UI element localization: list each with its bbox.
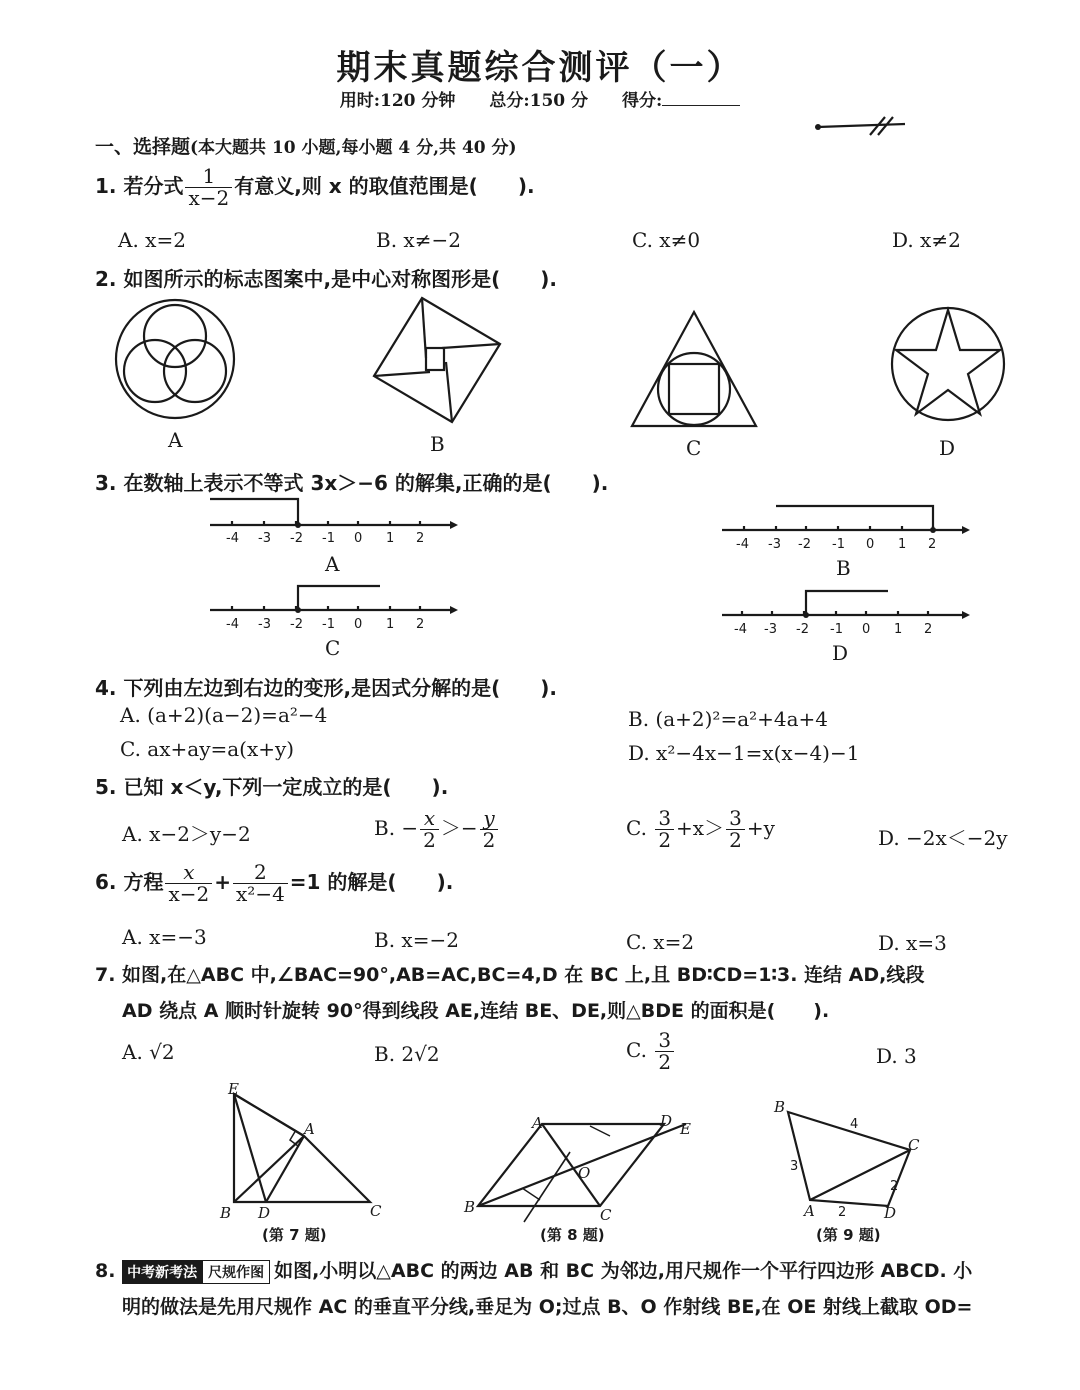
figure-7-caption: (第 7 题): [262, 1226, 327, 1244]
q4-option-a[interactable]: A. (a+2)(a−2)=a²−4: [120, 703, 328, 727]
svg-text:-4: -4: [736, 537, 749, 552]
corner-mark: [810, 115, 920, 140]
q2-label-c: C: [686, 436, 702, 460]
fig9-label-b: B: [774, 1098, 786, 1116]
question-1: 1. 若分式 $\frac{1}{x-2}$ 有意义,则 x 的取值范围是( ).: [95, 164, 535, 210]
q3-label-a: A: [325, 552, 340, 576]
q4-option-b[interactable]: B. (a+2)²=a²+4a+4: [628, 707, 829, 731]
fig9-len-ab: 3: [790, 1159, 799, 1174]
q2-label-a: A: [168, 428, 183, 452]
q3-numberline-b[interactable]: [720, 500, 970, 552]
svg-text:-2: -2: [290, 617, 303, 632]
figure-q9: [770, 1098, 930, 1222]
svg-text:2: 2: [924, 622, 933, 637]
q2-figure-b[interactable]: [372, 296, 502, 426]
score-field: 得分:: [622, 91, 740, 111]
fig7-label-a: A: [304, 1120, 315, 1138]
fig8-label-c: C: [600, 1206, 612, 1224]
svg-text:-4: -4: [734, 622, 747, 637]
q6-option-a[interactable]: A. x=−3: [122, 925, 207, 949]
q1-fraction: $\frac{1}{x-2}$: [185, 166, 232, 209]
svg-text:-4: -4: [226, 531, 239, 546]
fig7-label-c: C: [370, 1202, 382, 1220]
q3-label-d: D: [832, 641, 849, 665]
fig7-label-b: B: [220, 1204, 232, 1222]
fig9-len-bc: 4: [850, 1117, 859, 1132]
q2-figure-a[interactable]: [112, 296, 238, 422]
fig7-label-d: D: [258, 1204, 271, 1222]
q1-option-d[interactable]: D. x≠2: [892, 228, 961, 252]
fig8-label-o: O: [578, 1164, 591, 1182]
q1-option-c[interactable]: C. x≠0: [632, 228, 701, 252]
figure-8-caption: (第 8 题): [540, 1226, 605, 1244]
q5-option-d[interactable]: D. −2x＜−2y: [878, 826, 1008, 850]
q3-label-c: C: [325, 636, 341, 660]
svg-text:1: 1: [894, 622, 903, 637]
svg-text:-2: -2: [798, 537, 811, 552]
fig8-label-b: B: [464, 1198, 476, 1216]
tag-new-method: 中考新考法: [122, 1260, 202, 1284]
svg-text:2: 2: [416, 531, 425, 546]
svg-text:-1: -1: [322, 617, 335, 632]
svg-text:1: 1: [386, 531, 395, 546]
fig9-len-ad: 2: [838, 1205, 847, 1220]
svg-text:0: 0: [862, 622, 871, 637]
figure-9-caption: (第 9 题): [816, 1226, 881, 1244]
q2-figure-c[interactable]: [630, 310, 758, 430]
q1-option-a[interactable]: A. x=2: [118, 228, 186, 252]
svg-text:-3: -3: [768, 537, 781, 552]
svg-text:2: 2: [928, 537, 937, 552]
question-3: 3. 在数轴上表示不等式 3x＞−6 的解集,正确的是( ).: [95, 471, 609, 495]
section-heading: 一、选择题(本大题共 10 小题,每小题 4 分,共 40 分): [95, 136, 517, 158]
fig9-len-cd: 2: [890, 1179, 899, 1194]
fig8-label-d: D: [660, 1112, 673, 1130]
fig9-label-c: C: [908, 1136, 920, 1154]
fig8-label-a: A: [532, 1114, 543, 1132]
q6-option-d[interactable]: D. x=3: [878, 931, 947, 955]
fig8-label-e: E: [680, 1120, 691, 1138]
question-8-line1: 8. 中考新考法 尺规作图 如图,小明以△ABC 的两边 AB 和 BC 为邻边,用尺规作一个平行四边形 ABCD. 小: [95, 1260, 973, 1282]
tag-construction: 尺规作图: [202, 1260, 270, 1284]
q7-option-b[interactable]: B. 2√2: [374, 1042, 440, 1066]
question-8-line2: 明的做法是先用尺规作 AC 的垂直平分线,垂足为 O;过点 B、O 作射线 BE,在 OE 射线上截取 OD=: [122, 1296, 973, 1318]
q5-option-c[interactable]: C. $\frac{3}{2}$ +x＞ $\frac{3}{2}$ +y: [626, 806, 775, 852]
q2-label-d: D: [939, 436, 956, 460]
svg-text:-4: -4: [226, 617, 239, 632]
q7-option-a[interactable]: A. √2: [122, 1040, 175, 1064]
figure-q8: [460, 1112, 700, 1224]
svg-text:1: 1: [386, 617, 395, 632]
svg-text:-3: -3: [258, 617, 271, 632]
question-7-line1: 7. 如图,在△ABC 中,∠BAC=90°,AB=AC,BC=4,D 在 BC 上,且 BD∶CD=1∶3. 连结 AD,线段: [95, 964, 925, 986]
q5-option-a[interactable]: A. x−2＞y−2: [122, 822, 251, 846]
figure-q7: [220, 1082, 390, 1222]
svg-text:-2: -2: [796, 622, 809, 637]
svg-text:-1: -1: [832, 537, 845, 552]
q5-option-b[interactable]: B. − $\frac{x}{2}$ ＞− $\frac{y}{2}$: [374, 808, 500, 851]
svg-text:0: 0: [354, 617, 363, 632]
svg-text:-3: -3: [258, 531, 271, 546]
q3-numberline-d[interactable]: [720, 585, 970, 637]
q3-numberline-c[interactable]: [208, 580, 458, 632]
svg-text:-1: -1: [830, 622, 843, 637]
question-6: 6. 方程 $\frac{x}{x-2}$ + $\frac{2}{\text{x²−4}}$ =1 的解是( ).: [95, 860, 454, 906]
svg-text:-2: -2: [290, 531, 303, 546]
time-limit: 用时:120 分钟: [339, 91, 456, 111]
page-title: 期末真题综合测评（一）: [336, 48, 744, 88]
q3-label-b: B: [836, 556, 851, 580]
fig7-label-e: E: [228, 1080, 239, 1098]
fig9-label-d: D: [884, 1204, 897, 1222]
question-4: 4. 下列由左边到右边的变形,是因式分解的是( ).: [95, 676, 557, 700]
q6-option-b[interactable]: B. x=−2: [374, 928, 459, 952]
q7-option-c[interactable]: C. $\frac{3}{2}$: [626, 1030, 676, 1073]
question-5: 5. 已知 x＜y,下列一定成立的是( ).: [95, 775, 449, 799]
svg-text:0: 0: [866, 537, 875, 552]
svg-text:-3: -3: [764, 622, 777, 637]
total-score: 总分:150 分: [489, 91, 589, 111]
fig9-label-a: A: [804, 1202, 815, 1220]
svg-text:-1: -1: [322, 531, 335, 546]
q2-label-b: B: [430, 432, 445, 456]
question-7-line2: AD 绕点 A 顺时针旋转 90°得到线段 AE,连结 BE、DE,则△BDE 的面积是( ).: [122, 1000, 830, 1022]
q4-option-c[interactable]: C. ax+ay=a(x+y): [120, 737, 295, 761]
question-2: 2. 如图所示的标志图案中,是中心对称图形是( ).: [95, 267, 557, 291]
q6-option-c[interactable]: C. x=2: [626, 930, 695, 954]
exam-meta: [0, 86, 1080, 111]
q4-option-d[interactable]: D. x²−4x−1=x(x−4)−1: [628, 741, 860, 765]
q3-numberline-a[interactable]: [208, 495, 458, 545]
svg-text:2: 2: [416, 617, 425, 632]
svg-text:1: 1: [898, 537, 907, 552]
q1-option-b[interactable]: B. x≠−2: [376, 228, 461, 252]
q7-option-d[interactable]: D. 3: [876, 1044, 917, 1068]
q2-figure-d[interactable]: [888, 304, 1008, 424]
svg-text:0: 0: [354, 531, 363, 546]
